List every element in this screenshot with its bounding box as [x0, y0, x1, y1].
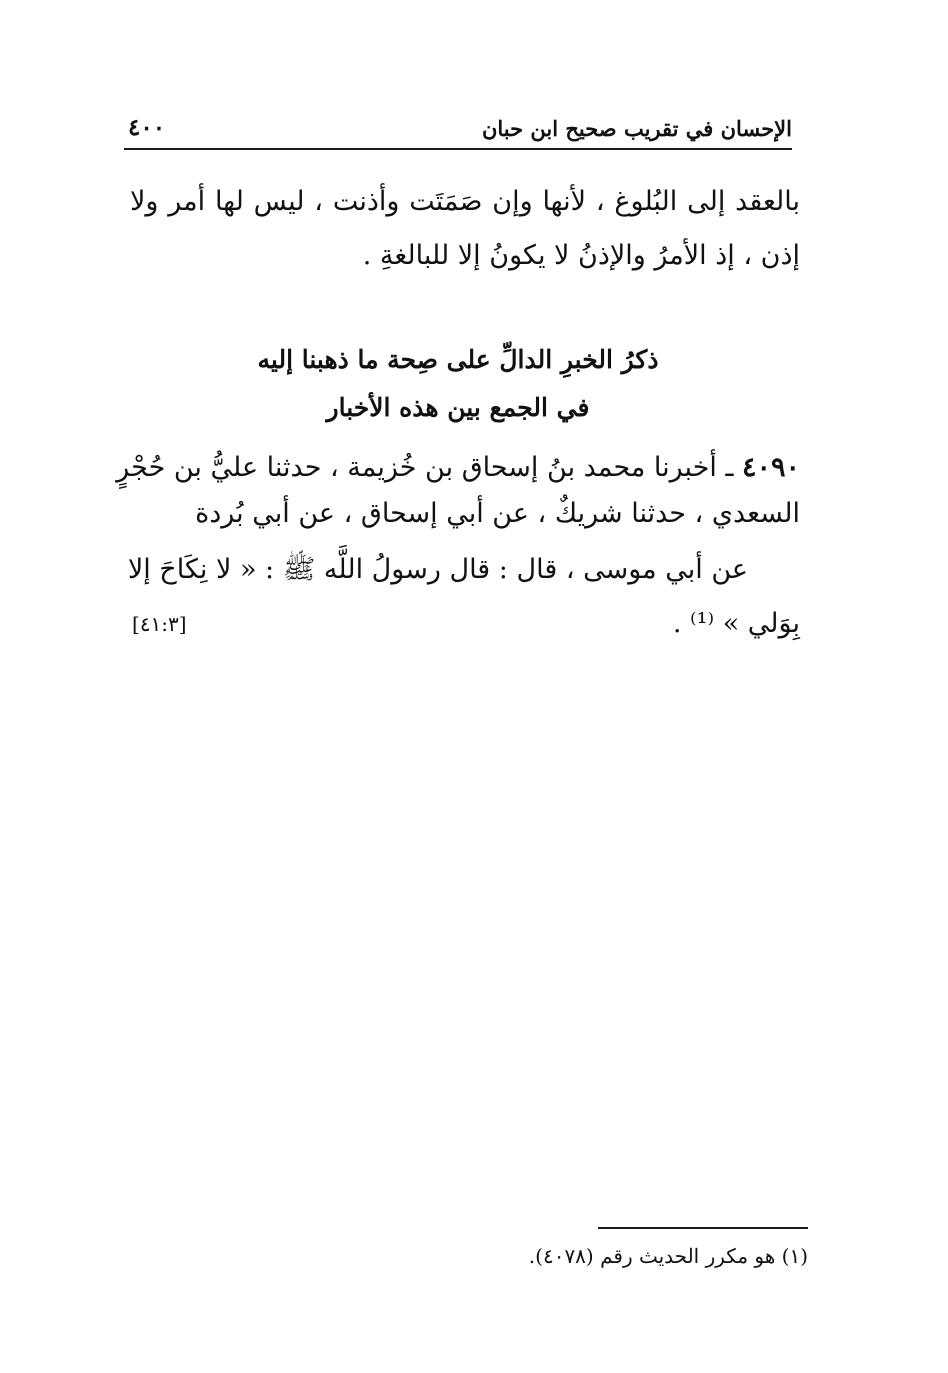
hadith-line-2: السعدي ، حدثنا شريكٌ ، عن أبي إسحاق ، عن أبي بُردة: [195, 498, 800, 529]
running-header-title: الإحسان في تقريب صحيح ابن حبان: [481, 116, 792, 141]
footnote-rule: [598, 1227, 808, 1229]
section-heading-line-1: ذكرُ الخبرِ الدالِّ على صِحة ما ذهبنا إليه: [257, 345, 659, 374]
hadith-line-1-text: ـ أخبرنا محمد بنُ إسحاق بن خُزيمة ، حدثنا عليُّ بن حُجْرٍ: [116, 452, 734, 483]
hadith-number: ٤٠٩٠: [741, 452, 800, 483]
hadith-line-4: بِوَلي » ⁽¹⁾ .: [672, 608, 800, 639]
body-line-1: بالعقد إلى البُلوغ ، لأنها وإن صَمَتَت وأذنت ، ليس لها أمر ولا: [130, 186, 800, 217]
page-number: ٤٠٠: [128, 114, 166, 141]
footnote: (١) هو مكرر الحديث رقم (٤٠٧٨).: [528, 1244, 808, 1268]
source-citation: [٤١:٣]: [132, 612, 187, 636]
hadith-line-3: عن أبي موسى ، قال : قال رسولُ اللَّه ﷺ : « لا نِكَاحَ إلا: [127, 554, 748, 585]
hadith-line-1: [110, 448, 800, 488]
body-line-2: إذن ، إذ الأمرُ والإذنُ لا يكونُ إلا للبالغةِ .: [362, 240, 800, 271]
section-heading-line-2: في الجمع بين هذه الأخبار: [326, 393, 590, 422]
header-rule: [124, 148, 792, 150]
